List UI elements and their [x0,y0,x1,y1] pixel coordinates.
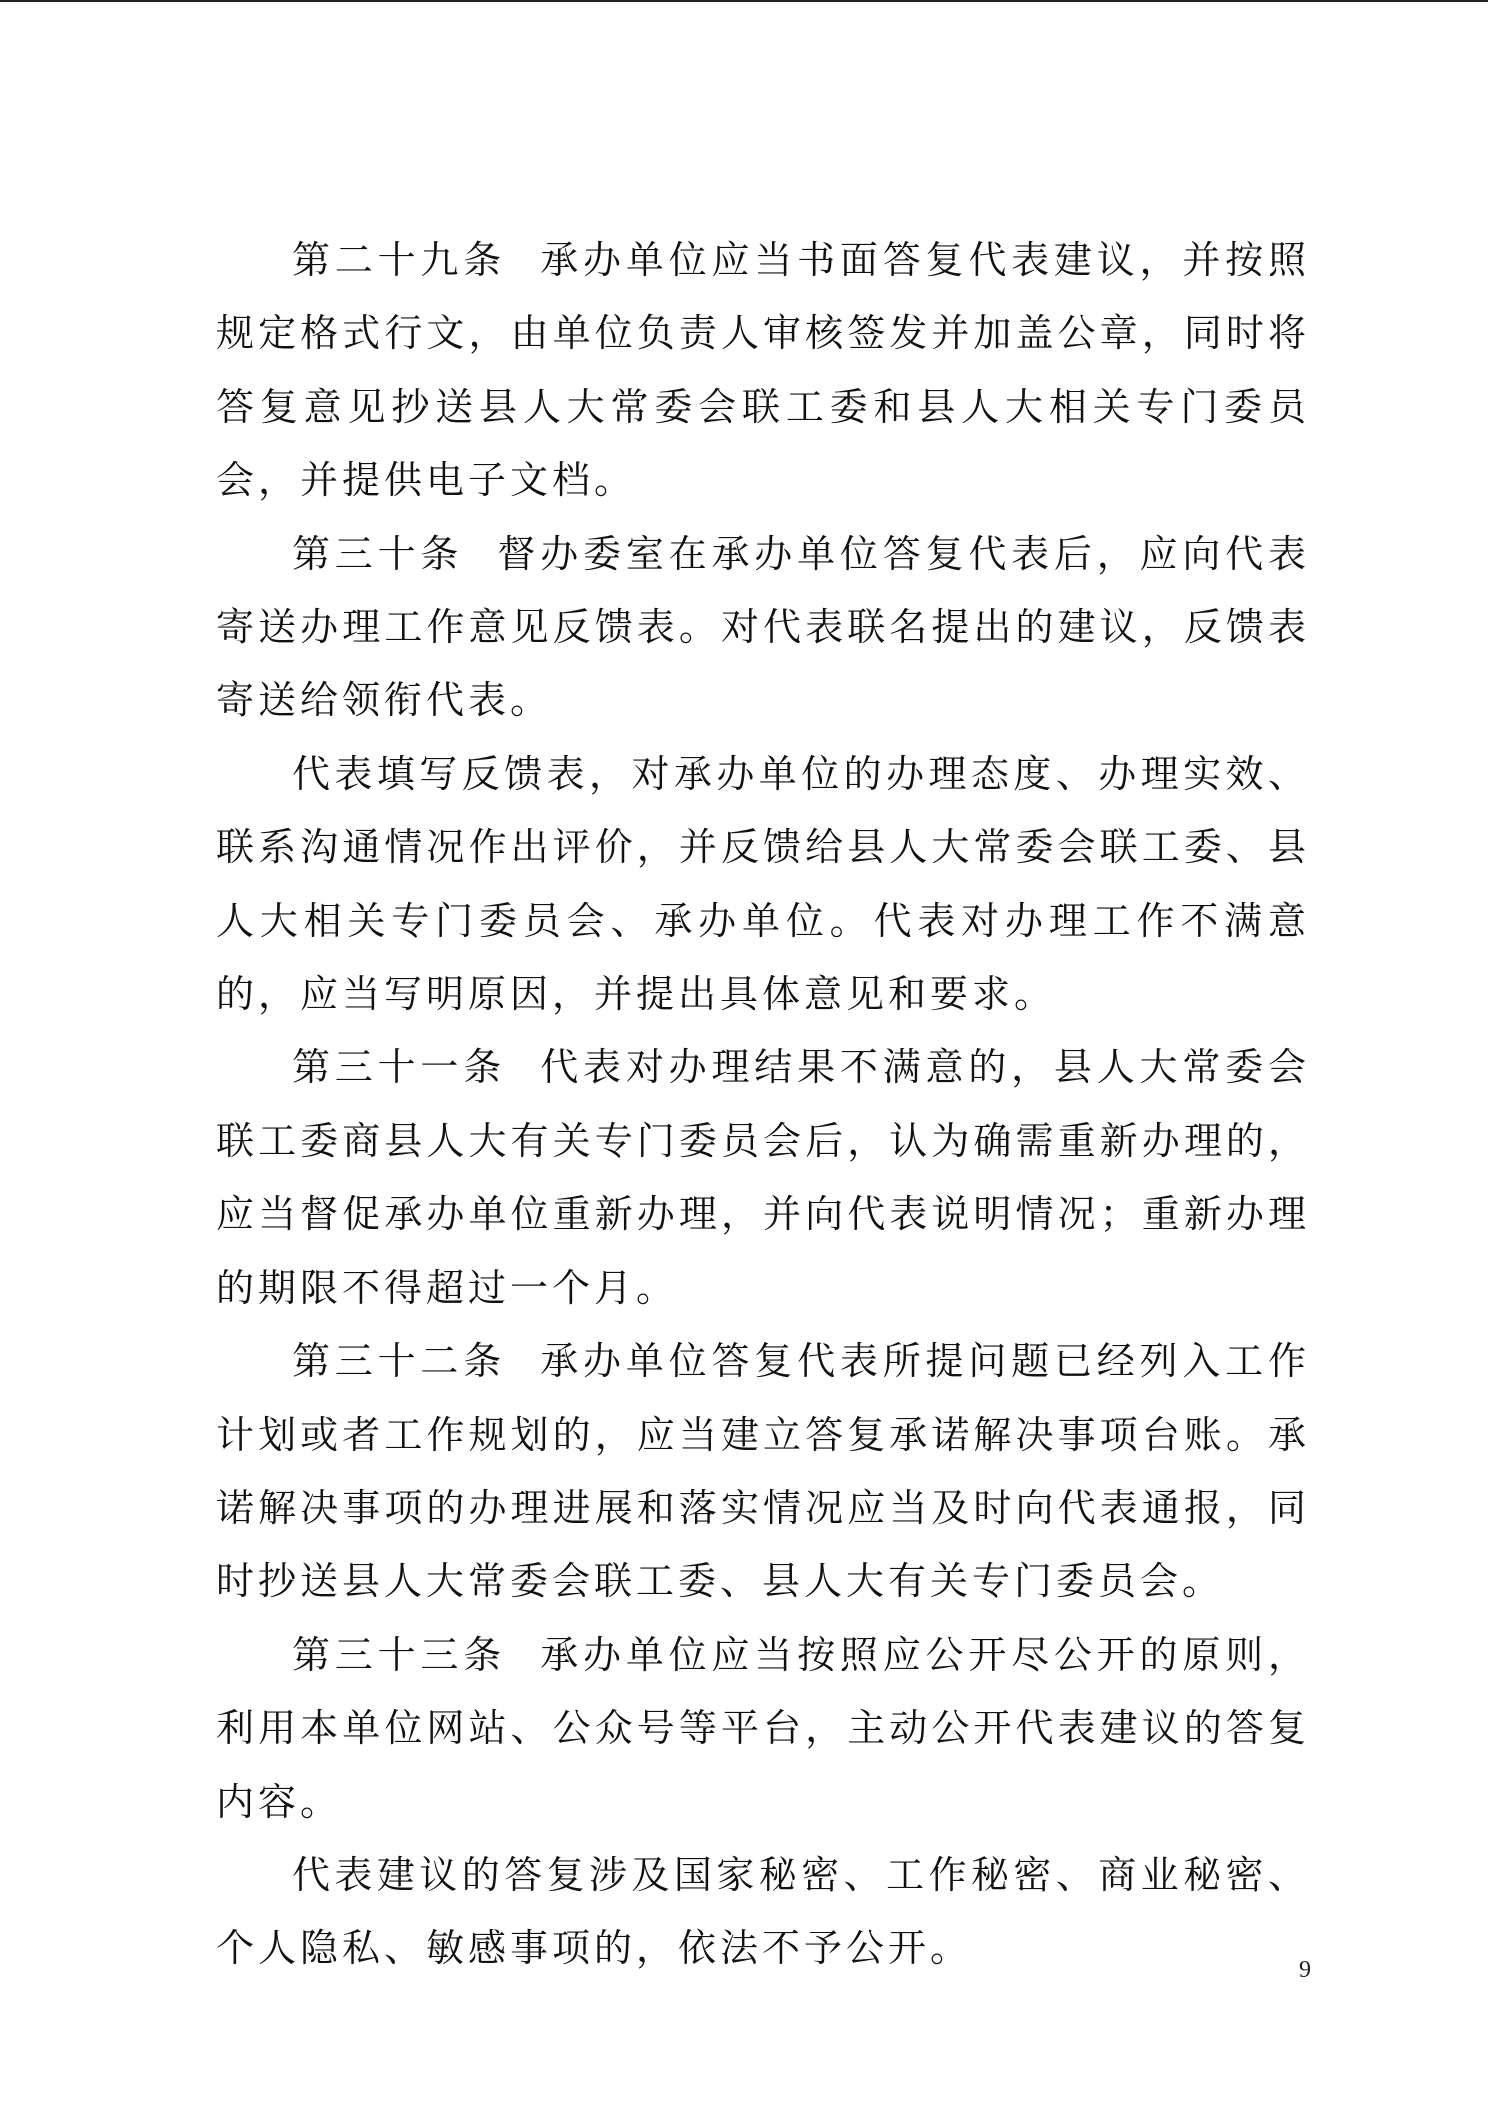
top-border-line [0,0,1488,2]
paragraph-text: 代表填写反馈表，对承办单位的办理态度、办理实效、联系沟通情况作出评价，并反馈给县人大常委会联工委、县人大相关专门委员会、承办单位。代表对办理工作不满意的，应当写明原因，并提出具体意见和要求。 [216,751,1310,1017]
article-number: 第三十二条 [292,1339,507,1384]
paragraph-text: 承办单位应当按照应公开尽公开的原则，利用本单位网站、公众号等平台，主动公开代表建议的答复内容。 [216,1632,1310,1824]
paragraph-text: 承办单位答复代表所提问题已经列入工作计划或者工作规划的，应当建立答复承诺解决事项台账。承诺解决事项的办理进展和落实情况应当及时向代表通报，同时抄送县人大常委会联工委、县人大有关专门委员会。 [216,1339,1310,1604]
paragraph-article-30-cont [216,738,1310,1032]
paragraph-article-29 [216,224,1310,518]
document-body [216,224,1310,1986]
paragraph-article-32 [216,1325,1310,1619]
paragraph-text: 代表建议的答复涉及国家秘密、工作秘密、商业秘密、个人隐私、敏感事项的，依法不予公开。 [216,1852,1310,1971]
article-number: 第三十三条 [292,1632,507,1677]
paragraph-text: 督办委室在承办单位答复代表后，应向代表寄送办理工作意见反馈表。对代表联名提出的建议，反馈表寄送给领衔代表。 [216,531,1310,723]
paragraph-article-31 [216,1031,1310,1325]
paragraph-text: 代表对办理结果不满意的，县人大常委会联工委商县人大有关专门委员会后，认为确需重新办理的，应当督促承办单位重新办理，并向代表说明情况；重新办理的期限不得超过一个月。 [216,1045,1310,1310]
article-number: 第三十条 [292,531,464,576]
paragraph-article-33-cont [216,1839,1310,1986]
page-number: 9 [1299,1957,1311,1983]
article-number: 第二十九条 [292,238,507,282]
paragraph-article-33 [216,1619,1310,1839]
paragraph-article-30 [216,518,1310,738]
article-number: 第三十一条 [292,1045,507,1090]
paragraph-text: 承办单位应当书面答复代表建议，并按照规定格式行文，由单位负责人审核签发并加盖公章，同时将答复意见抄送县人大常委会联工委和县人大相关专门委员会，并提供电子文档。 [216,238,1310,503]
